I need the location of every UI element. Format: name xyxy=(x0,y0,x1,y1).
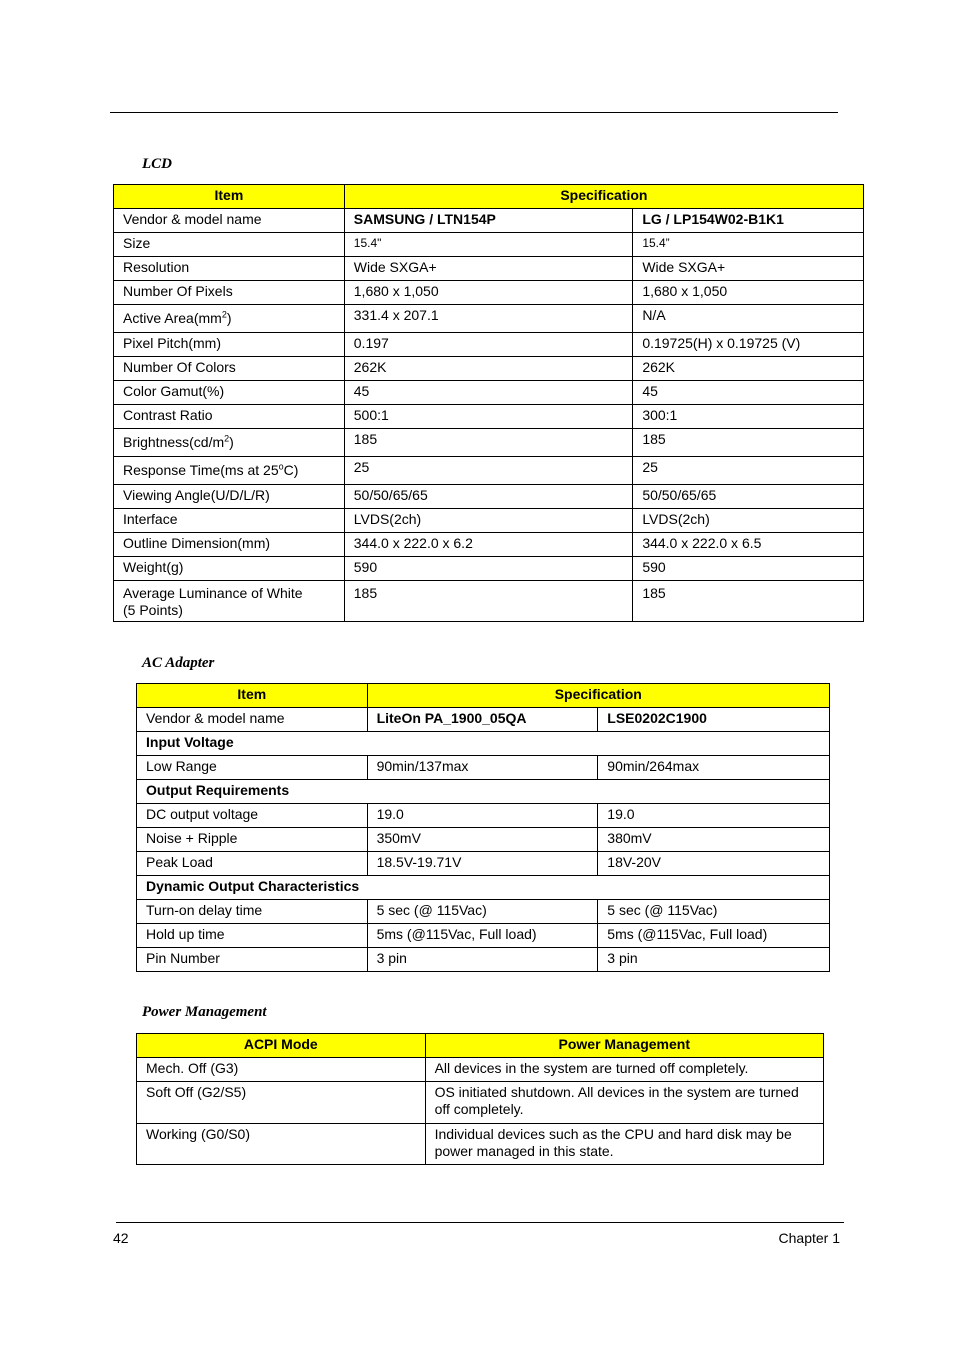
table-cell: Outline Dimension(mm) xyxy=(114,533,345,557)
table-cell: 590 xyxy=(344,557,633,581)
table-cell: Average Luminance of White (5 Points) xyxy=(114,581,345,622)
ac-section-title: AC Adapter xyxy=(142,655,215,671)
table-cell: 18.5V-19.71V xyxy=(367,852,598,876)
table-cell: Pin Number xyxy=(137,948,368,972)
table-cell: 331.4 x 207.1 xyxy=(344,305,633,333)
table-cell: Hold up time xyxy=(137,924,368,948)
table-cell: 18V-20V xyxy=(598,852,830,876)
pm-header-management: Power Management xyxy=(425,1034,823,1058)
table-cell: 5 sec (@ 115Vac) xyxy=(367,900,598,924)
table-cell: 262K xyxy=(344,357,633,381)
table-cell: 90min/137max xyxy=(367,756,598,780)
table-cell: Contrast Ratio xyxy=(114,405,345,429)
table-cell: Color Gamut(%) xyxy=(114,381,345,405)
lcd-header-item: Item xyxy=(114,185,345,209)
table-cell: 50/50/65/65 xyxy=(344,485,633,509)
table-cell: DC output voltage xyxy=(137,804,368,828)
table-cell: Active $Area(mm^2)$ xyxy=(114,305,345,333)
table-cell: N/A xyxy=(633,305,864,333)
table-cell: 25 xyxy=(633,457,864,485)
table-cell: Noise + Ripple xyxy=(137,828,368,852)
table-cell: 19.0 xyxy=(598,804,830,828)
table-cell: Working (G0/S0) xyxy=(137,1124,426,1165)
table-cell: 15.4" xyxy=(344,233,633,257)
table-cell: 0.19725(H) x 0.19725 (V) xyxy=(633,333,864,357)
lcd-section-title: LCD xyxy=(142,156,172,172)
table-cell: Low Range xyxy=(137,756,368,780)
table-cell: $Brightness(cd/m^2)$ xyxy=(114,429,345,457)
group-label: Dynamic Output Characteristics xyxy=(137,876,830,900)
table-cell: Weight(g) xyxy=(114,557,345,581)
table-cell: SAMSUNG / LTN154P xyxy=(344,209,633,233)
table-cell: 185 xyxy=(633,581,864,622)
chapter-label: Chapter 1 xyxy=(778,1230,840,1246)
table-cell: Turn-on delay time xyxy=(137,900,368,924)
table-cell: OS initiated shutdown. All devices in the system are turned off completely. xyxy=(425,1082,823,1124)
table-cell: Mech. Off (G3) xyxy=(137,1058,426,1082)
table-cell: 1,680 x 1,050 xyxy=(344,281,633,305)
table-cell: 25 xyxy=(344,457,633,485)
table-cell: 90min/264max xyxy=(598,756,830,780)
power-management-table xyxy=(136,1033,824,1165)
table-cell: 300:1 xyxy=(633,405,864,429)
table-cell: LSE0202C1900 xyxy=(598,708,830,732)
footer-rule xyxy=(116,1222,844,1223)
table-cell: 344.0 x 222.0 x 6.5 xyxy=(633,533,864,557)
header-rule xyxy=(110,112,838,113)
table-cell: Wide SXGA+ xyxy=(633,257,864,281)
group-label: Output Requirements xyxy=(137,780,830,804)
ac-header-item: Item xyxy=(137,684,368,708)
ac-header-spec: Specification xyxy=(367,684,829,708)
table-cell: Number Of Colors xyxy=(114,357,345,381)
table-cell: Vendor & model name xyxy=(114,209,345,233)
table-cell: Peak Load xyxy=(137,852,368,876)
table-cell: Soft Off (G2/S5) xyxy=(137,1082,426,1124)
table-cell: Resolution xyxy=(114,257,345,281)
table-cell: Individual devices such as the CPU and hard disk may be power managed in this state. xyxy=(425,1124,823,1165)
table-cell: 344.0 x 222.0 x 6.2 xyxy=(344,533,633,557)
table-cell: Size xyxy=(114,233,345,257)
table-cell: LiteOn PA_1900_05QA xyxy=(367,708,598,732)
table-cell: 590 xyxy=(633,557,864,581)
table-cell: 185 xyxy=(633,429,864,457)
table-cell: 5ms (@115Vac, Full load) xyxy=(598,924,830,948)
pm-header-mode: ACPI Mode xyxy=(137,1034,426,1058)
table-cell: 15.4” xyxy=(633,233,864,257)
table-cell: Viewing Angle(U/D/L/R) xyxy=(114,485,345,509)
table-cell: 19.0 xyxy=(367,804,598,828)
table-cell: LG / LP154W02-B1K1 xyxy=(633,209,864,233)
group-label: Input Voltage xyxy=(137,732,830,756)
table-cell: 350mV xyxy=(367,828,598,852)
table-cell: 380mV xyxy=(598,828,830,852)
table-cell: Pixel Pitch(mm) xyxy=(114,333,345,357)
table-cell: 45 xyxy=(633,381,864,405)
pm-section-title: Power Management xyxy=(142,1004,267,1020)
table-cell: All devices in the system are turned off completely. xyxy=(425,1058,823,1082)
table-cell: 500:1 xyxy=(344,405,633,429)
lcd-header-spec: Specification xyxy=(344,185,863,209)
table-cell: LVDS(2ch) xyxy=(344,509,633,533)
table-cell: 1,680 x 1,050 xyxy=(633,281,864,305)
table-cell: 50/50/65/65 xyxy=(633,485,864,509)
table-cell: 45 xyxy=(344,381,633,405)
page-number: 42 xyxy=(113,1230,129,1246)
table-cell: Wide SXGA+ xyxy=(344,257,633,281)
table-cell: 185 xyxy=(344,581,633,622)
table-cell: 5ms (@115Vac, Full load) xyxy=(367,924,598,948)
table-cell: 262K xyxy=(633,357,864,381)
table-cell: Interface xyxy=(114,509,345,533)
table-cell: LVDS(2ch) xyxy=(633,509,864,533)
table-cell: 185 xyxy=(344,429,633,457)
table-cell: 3 pin xyxy=(367,948,598,972)
table-cell: 3 pin xyxy=(598,948,830,972)
table-cell: Response Time(ms at 25$^o$C) xyxy=(114,457,345,485)
table-cell: Vendor & model name xyxy=(137,708,368,732)
table-cell: Number Of Pixels xyxy=(114,281,345,305)
lcd-spec-table xyxy=(113,184,864,622)
ac-adapter-table xyxy=(136,683,830,972)
table-cell: 5 sec (@ 115Vac) xyxy=(598,900,830,924)
table-cell: 0.197 xyxy=(344,333,633,357)
